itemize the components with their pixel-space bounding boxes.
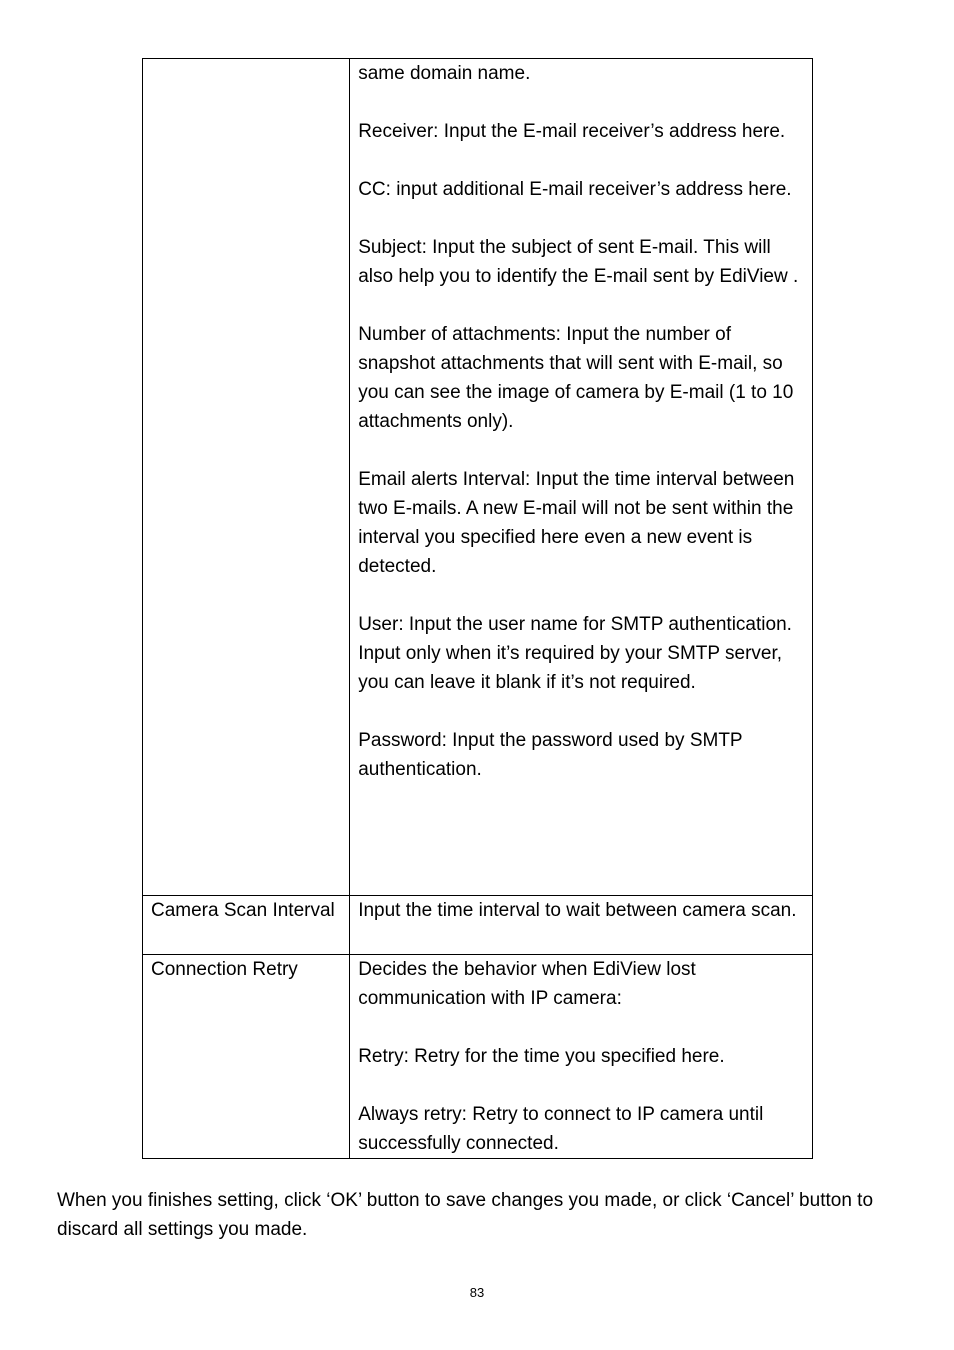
footer-instruction-text: When you finishes setting, click ‘OK’ button to save changes you made, or click ‘Cancel’ button to discard all settings you made. (57, 1190, 874, 1240)
description-paragraph: Input the time interval to wait between camera scan. (358, 900, 797, 921)
description-paragraph: Subject: Input the subject of sent E-mail. This will also help you to identify the E-mail sent by EdiView . (358, 237, 799, 287)
table-row (143, 59, 813, 896)
setting-description-cell (350, 955, 813, 1159)
setting-label-cell (143, 59, 350, 896)
table-row (143, 955, 813, 1159)
setting-label: Camera Scan Interval (151, 900, 335, 921)
description-paragraph: Retry: Retry for the time you specified here. (358, 1046, 725, 1067)
description-paragraph: Decides the behavior when EdiView lost communication with IP camera: (358, 959, 696, 1009)
description-paragraph: CC: input additional E-mail receiver’s address here. (358, 179, 792, 200)
description-paragraph: Receiver: Input the E-mail receiver’s address here. (358, 121, 786, 142)
description-paragraph: Always retry: Retry to connect to IP camera until successfully connected. (358, 1104, 764, 1154)
setting-label-cell (143, 955, 350, 1159)
setting-description-cell (350, 59, 813, 896)
table-row (143, 896, 813, 955)
description-paragraph: Password: Input the password used by SMTP authentication. (358, 730, 743, 780)
setting-description-cell (350, 896, 813, 955)
setting-label: Connection Retry (151, 959, 298, 980)
description-paragraph: same domain name. (358, 63, 531, 84)
setting-label-cell (143, 896, 350, 955)
page-number: 83 (469, 1285, 485, 1300)
description-paragraph: User: Input the user name for SMTP authentication. Input only when it’s required by your SMTP server, you can leave it blank if it’s not required. (358, 614, 792, 693)
description-paragraph: Number of attachments: Input the number of snapshot attachments that will sent with E-mail, so you can see the image of camera by E-mail (1 to 10 attachments only). (358, 324, 794, 432)
settings-table (142, 58, 813, 1159)
description-paragraph: Email alerts Interval: Input the time interval between two E-mails. A new E-mail will not be sent within the interval you specified here even a new event is detected. (358, 469, 795, 577)
